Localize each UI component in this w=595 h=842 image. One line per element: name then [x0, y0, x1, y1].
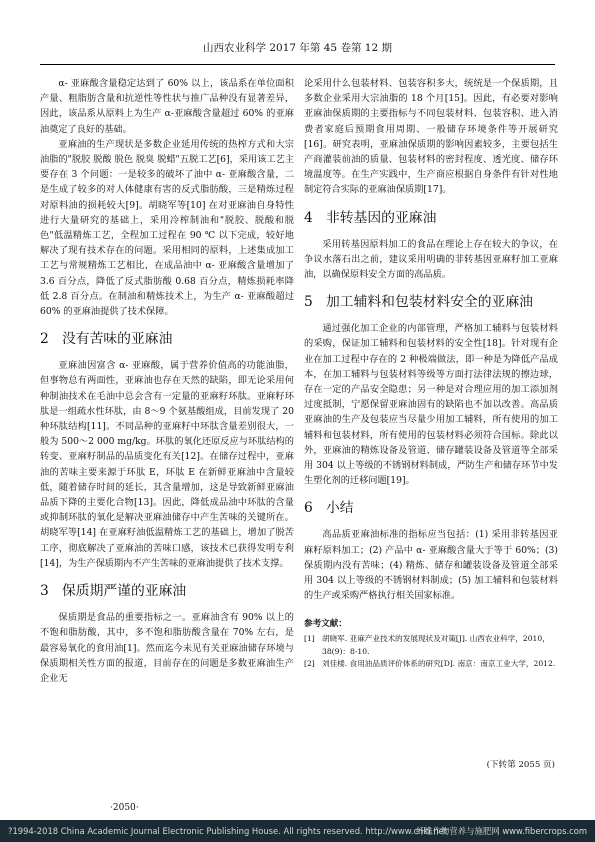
section-heading — [40, 583, 294, 600]
references-title: 参考文献： — [304, 619, 347, 630]
header-rule — [40, 64, 555, 65]
reference-text: 刘佳楼. 食用油品质评价体系的研究[D]. 南京：南京工业大学，2012. — [322, 659, 556, 669]
section-heading — [304, 294, 558, 311]
body-paragraph: 亚麻油的生产现状是多数企业延用传统的热榨方式和大宗油脂的"脱胶 脱酸 脱色 脱臭 脱蜡"五脱工艺[6]，采用该工艺主要存在 3 个问题：一是较多的破坏了油中 α- 亚麻酸含量，二是生成了较多的对人体健康有害的反式脂肪酸，三是精炼过程对原料油的损耗较大[9]。胡晓军等[10] 在对亚麻油自身特性进行大量研究的基础上，采用冷榨制油和"脱胶、脱酸和脱色"低温精炼工艺，全程加工过程在 90 ℃ 以下完成，较好地解决了现有技术存在的问题。采用相同的原料，上述集成加工工艺与常规精炼工艺相比，在成品油中 α- 亚麻酸含量增加了 3.6 百分点，降低了反式脂肪酸 0.68 百分点，精炼损耗率降低 2.8 百分点。在制油和精炼技术上，为生产 α- 亚麻酸超过 60% 的亚麻油提供了技术保障。 — [40, 138, 294, 318]
watermark-text: 纤维作物营养与施肥网 www.fibercrops.com — [415, 826, 587, 836]
reference-item — [304, 658, 558, 670]
section-heading — [304, 210, 558, 227]
continued-note: (下转第 2055 页) — [486, 760, 555, 770]
section-number: 5 — [304, 294, 313, 311]
section-number: 4 — [304, 209, 313, 226]
reference-item — [304, 633, 558, 658]
body-paragraph: 保质期是食品的重要指标之一。亚麻油含有 90% 以上的不饱和脂肪酸，其中，多不饱和脂肪酸含量在 70% 左右，是最容易氧化的食用油[1]。然而迄今未见有关亚麻油储存环境与保质期相关性方面的报道，目前存在的问题是多数亚麻油生产企业无 — [40, 612, 294, 684]
section-title: 加工辅料和包装材料安全的亚麻油 — [326, 294, 533, 311]
section-title: 小结 — [326, 500, 354, 517]
reference-number: [1] — [304, 634, 315, 644]
body-paragraph: α- 亚麻酸含量稳定达到了 60% 以上，该品系在单位面积产量、粗脂肪含量和抗逆性等性状与推广品种没有显著差异，因此，该品系从原料上为生产 α-亚麻酸含量超过 60% 的亚麻油奠定了良好的基础。 — [40, 78, 294, 135]
body-paragraph: 高品质亚麻油标准的指标应当包括：(1) 采用非转基因亚麻籽原料加工；(2) 产品中 α- 亚麻酸含量大于等于 60%；(3) 保质期内没有苦味；(4) 精炼、储存和罐装设备及管道全部采用 304 以上等级的不锈钢材料制成；(5) 加工辅料和包装材料的生产或采购严格执行相关国家标准。 — [304, 529, 558, 602]
right-column — [304, 76, 558, 671]
body-paragraph: 采用转基因原料加工的食品在理论上存在较大的争议，在争议水落石出之前，建议采用明确的非转基因亚麻籽加工亚麻油，以确保原料安全方面的高品质。 — [304, 238, 558, 281]
section-title: 保质期严谨的亚麻油 — [62, 583, 187, 600]
page-number: ·2050· — [110, 803, 139, 813]
section-number: 6 — [304, 500, 313, 517]
section-number: 2 — [40, 331, 49, 348]
references — [304, 617, 558, 670]
section-heading — [40, 331, 294, 348]
body-paragraph: 通过强化加工企业的内部管理，严格加工辅料与包装材料的采购，保证加工辅料和包装材料的安全性[18]。针对现有企业在加工过程中存在的 2 种极端做法，即一种是为降低产品成本，在加工辅料与包装材料等级等方面打法律法规的擦边球，存在一定的产品安全隐患；另一种是对合理应用的加工添加剂过度抵制，宁愿保留亚麻油固有的缺陷也不加以改善。高品质亚麻油的生产及包装应当尽量少用加工辅料，所有使用的加工辅料和包装材料，所有使用的包装材料必须符合国标。除此以外，亚麻油的精炼设备及管道、储存罐装设备及管道等全部采用 304 以上等级的不锈钢材料制成，严防生产和储存环节中发生塑化剂的迁移问题[19]。 — [304, 323, 558, 487]
copyright-text: ?1994-2018 China Academic Journal Electronic Publishing House. All rights reserved. http://www.cnki.net — [8, 826, 447, 836]
body-paragraph: 论采用什么包装材料、包装容积多大，统统是一个保质期，且多数企业采用大宗油脂的 18 个月[15]。因此，有必要对影响亚麻油保质期的主要指标与不同包装材料、包装容积、进入消费者家庭后预期食用周期、一般储存环境条件等开展研究[16]。研究表明，亚麻油保质期的影响因素较多，主要包括生产商灌装前油的质量、包装材料的密封程度、透光度、储存环境温度等。在生产实践中，生产商应根据自身条件有针对性地制定符合实际的亚麻油保质期[17]。 — [304, 78, 558, 196]
reference-text: 胡晓军. 亚麻产业技术的发展现状及对策[J]. 山西农业科学，2010，38(9)：8-10. — [322, 634, 550, 656]
body-paragraph: 亚麻油因富含 α- 亚麻酸，属于营养价值高的功能油脂，但事物总有两面性，亚麻油也存在天然的缺陷，即无论采用何种制油技术在毛油中总会含有一定量的亚麻籽环肽。亚麻籽环肽是一组疏水性环肽，由 8～9 个氨基酸组成，目前发现了 20 种环肽结构[11]。不同品种的亚麻籽中环肽含量差别很大，一般为 500～2 000 mg/kg。环肽的氧化还原反应与环肽结构的转变、亚麻籽制品的品质变化有关[12]。在储存过程中，亚麻油的苦味主要来源于环肽 E，环肽 E 在新鲜亚麻油中含量较低，随着储存时间的延长，其含量增加，这是导致新鲜亚麻油品质下降的主要化合物[13]。因此，降低成品油中环肽的含量或抑制环肽的氧化是解决亚麻油储存中产生苦味的关键所在。胡晓军等[14] 在亚麻籽油低温精炼工艺的基础上，增加了脱苦工序，彻底解决了亚麻油的苦味口感，该技术已获得发明专利[14]，为生产保质期内不产生苦味的亚麻油提供了技术支撑。 — [40, 360, 294, 569]
section-number: 3 — [40, 583, 49, 600]
section-title: 非转基因的亚麻油 — [326, 209, 437, 226]
left-column — [40, 76, 294, 686]
section-heading — [304, 500, 558, 517]
reference-number: [2] — [304, 659, 315, 669]
copyright-footer — [0, 820, 595, 842]
section-title: 没有苦味的亚麻油 — [62, 331, 173, 348]
running-header: 山西农业科学 2017 年第 45 卷第 12 期 — [203, 42, 392, 54]
